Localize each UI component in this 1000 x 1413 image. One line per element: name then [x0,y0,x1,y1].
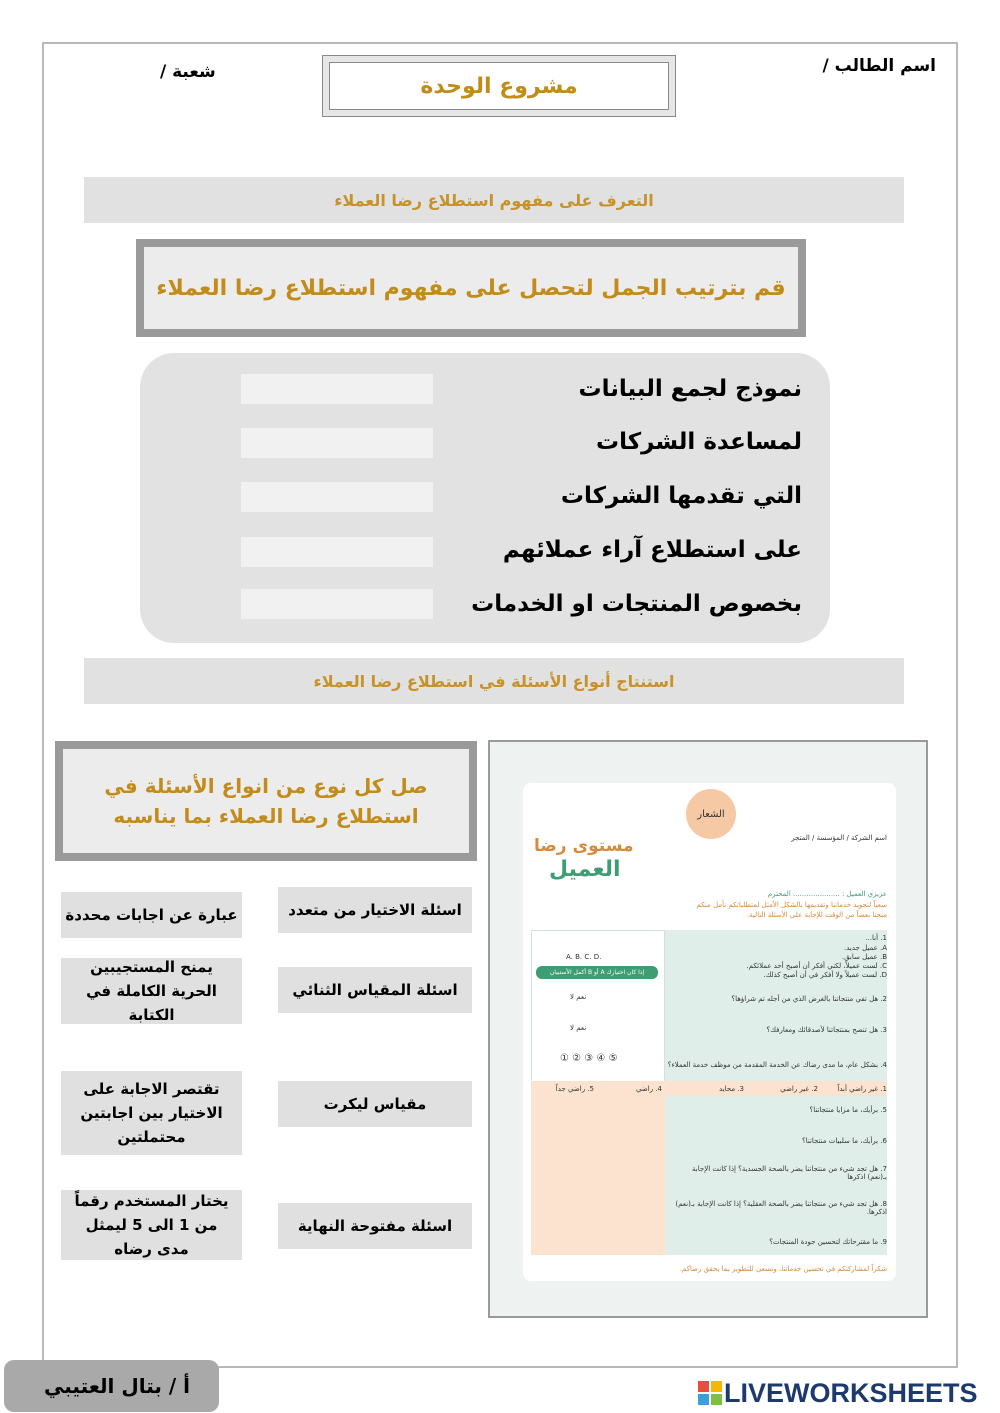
survey-intro-1: سعياً لتجويد خدماتنا وتقديمها بالشكل الأمثل لمتطلباتكم نأمل منكم [696,901,887,909]
question-type-4[interactable]: اسئلة مفتوحة النهاية [278,1203,472,1249]
survey-q3: 3. هل تنصح بمنتجاتنا لأصدقائك ومعارفك؟ [766,1026,887,1034]
survey-likert-5: 5. راضي جداً [555,1085,594,1093]
survey-q6: 6. برأيك، ما سلبيات منتجاتنا؟ [801,1137,887,1145]
liveworksheets-logo-icon [698,1381,722,1405]
title-box [322,55,676,117]
liveworksheets-brand[interactable]: LIVEWORKSHEETS [724,1378,978,1408]
order-input-4[interactable] [241,537,433,567]
sentence-4[interactable]: على استطلاع آراء عملائهم [502,537,802,563]
sentence-3[interactable]: التي تقدمها الشركات [560,483,802,509]
survey-q3-yes-no: نعم لا [570,1024,587,1032]
description-1[interactable]: عبارة عن اجابات محددة [61,892,242,938]
matching-instruction-line1: صل كل نوع من انواع الأسئلة في [104,774,428,798]
sentence-1[interactable]: نموذج لجمع البيانات [578,376,802,402]
survey-q1-note: إذا كان اختيارك A أو B أكمل الأستبيان [536,966,658,979]
survey-company: اسم الشركة / المؤسسة / المتجر [791,834,887,842]
survey-q5: 5. برأيك، ما مزايا منتجاتنا؟ [809,1106,887,1114]
description-2[interactable]: يمنح المستجيبين الحرية الكاملة في الكتابة [61,958,242,1024]
order-input-1[interactable] [241,374,433,404]
survey-q2: 2. هل تفي منتجاتنا بالغرض الذي من أجله تم شراؤها؟ [731,995,887,1003]
sentence-5[interactable]: بخصوص المنتجات او الخدمات [471,591,802,617]
survey-logo-circle: الشعار [686,789,736,839]
sentence-2[interactable]: لمساعدة الشركات [595,429,802,455]
survey-q1-opt-a: A. عميل جديد. [844,944,887,952]
survey-q4-scale: ① ② ③ ④ ⑤ [560,1053,618,1064]
page-title: مشروع الوحدة [329,62,669,110]
survey-q1-opt-b: B. عميل سابق. [841,953,887,961]
matching-instruction-box [55,741,477,861]
matching-instruction [63,749,469,853]
survey-q9: 9. ما مقترحاتك لتحسين جودة المنتجات؟ [769,1238,887,1246]
section1-band: التعرف على مفهوم استطلاع رضا العملاء [84,177,904,223]
survey-likert-4: 4. راضي [635,1085,662,1093]
section2-band: استنتاج أنواع الأسئلة في استطلاع رضا العملاء [84,658,904,704]
survey-title-1: مستوى رضا [534,836,634,856]
section1-instruction: قم بترتيب الجمل لتحصل على مفهوم استطلاع رضا العملاء [144,247,798,329]
description-4[interactable]: يختار المستخدم رقماً من 1 الى 5 ليمثل مدى رضاه [61,1190,242,1260]
survey-title-2: العميل [549,857,621,882]
survey-greeting: عزيزي العميل : ..................... المحترم [767,890,887,898]
survey-q1-letters: A. B. C. D. [566,953,602,961]
survey-q1: 1. أنا... [865,934,887,942]
survey-q1-opt-c: C. لست عميلاً، لكني أفكر أن أصبح أحد عملائكم. [746,962,887,970]
survey-answer-col-bottom [531,1096,665,1255]
survey-q4: 4. بشكل عام، ما مدى رضاك عن الخدمة المقدمة من موظف خدمة العملاء؟ [667,1061,887,1069]
section-label: شعبة / [160,62,216,82]
survey-likert-1: 1. غير راضي أبداً [837,1085,887,1093]
order-input-5[interactable] [241,589,433,619]
survey-q8: 8. هل تجد شيء من منتجاتنا يضر بالصحة العقلية؟ إذا كانت الإجابة بـ(نعم) اذكرها. [675,1200,887,1216]
survey-q7: 7. هل تجد شيء من منتجاتنا يضر بالصحة الجسدية؟ إذا كانت الإجابة بـ(نعم) اذكرها [692,1165,887,1181]
survey-q1-opt-d: D. لست عميلاً ولا أفكر في أن أصبح كذلك. [763,971,887,979]
student-name-label: اسم الطالب / [822,56,936,76]
survey-likert-3: 3. محايد [719,1085,744,1093]
matching-instruction-line2: استطلاع رضا العملاء بما يناسبه [113,804,419,828]
question-type-3[interactable]: مقياس ليكرت [278,1081,472,1127]
question-type-2[interactable]: اسئلة المقياس الثنائي [278,967,472,1013]
question-type-1[interactable]: اسئلة الاختيار من متعدد [278,887,472,933]
section1-instruction-box [136,239,806,337]
survey-q2-yes-no: نعم لا [570,993,587,1001]
order-input-3[interactable] [241,482,433,512]
survey-likert-2: 2. غير راضي [780,1085,818,1093]
teacher-name: أ / بتال العتيبي [44,1374,190,1398]
survey-intro-2: منحنا بعضاً من الوقت للإجابة على الأسئلة التالية. [746,911,887,919]
order-input-2[interactable] [241,428,433,458]
survey-thanks: شكراً لمشاركتكم في تحسين خدماتنا، ونسعى للتطوير بما يحقق رضاكم. [679,1265,887,1273]
description-3[interactable]: تقتصر الاجابة على الاختيار بين اجابتين محتملتين [61,1071,242,1155]
